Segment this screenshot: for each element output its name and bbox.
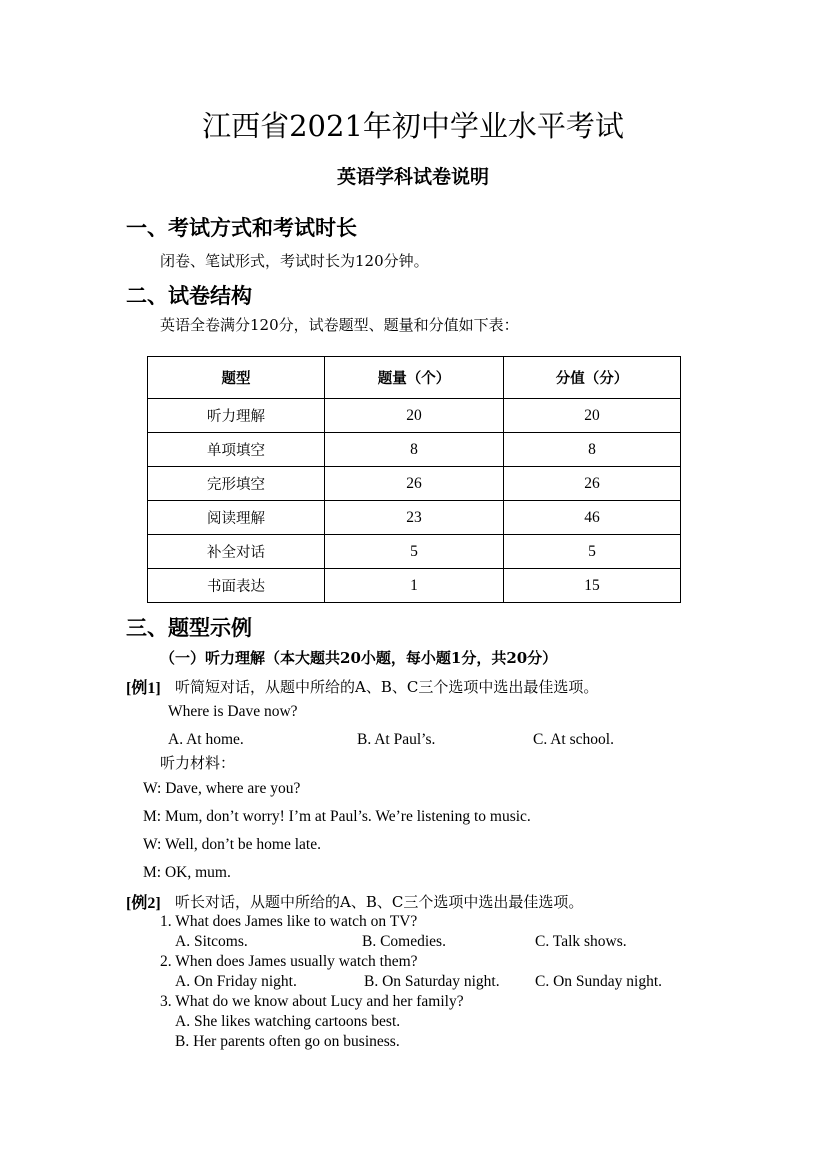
example1-instruction: 听简短对话，从题中所给的A、B、C三个选项中选出最佳选项。 bbox=[175, 678, 599, 696]
table-cell: 26 bbox=[504, 467, 681, 501]
example1-option-c: C. At school. bbox=[533, 731, 614, 748]
table-cell: 5 bbox=[504, 535, 681, 569]
example1-material-label: 听力材料： bbox=[160, 754, 236, 772]
table-row bbox=[148, 501, 681, 535]
q1-option-c: C. Talk shows. bbox=[535, 933, 627, 950]
table-cell: 20 bbox=[504, 399, 681, 433]
page-title: 江西省2021年初中学业水平考试 bbox=[202, 109, 624, 143]
table-cell: 完形填空 bbox=[148, 467, 325, 501]
section3-heading: 三、题型示例 bbox=[126, 616, 252, 640]
table-cell: 5 bbox=[325, 535, 504, 569]
section1-heading: 一、考试方式和考试时长 bbox=[126, 216, 357, 240]
q2-option-a: A. On Friday night. bbox=[175, 973, 297, 990]
q1-option-b: B. Comedies. bbox=[362, 933, 446, 950]
q1-option-a: A. Sitcoms. bbox=[175, 933, 248, 950]
example1-option-b: B. At Paul’s. bbox=[357, 731, 436, 748]
section2-heading: 二、试卷结构 bbox=[126, 284, 252, 308]
example2-question-1: 1. What does James like to watch on TV? bbox=[160, 913, 418, 930]
table-header-row bbox=[148, 357, 681, 399]
table-header: 题型 bbox=[148, 357, 325, 399]
q3-option-a: A. She likes watching cartoons best. bbox=[175, 1013, 401, 1030]
score-table bbox=[147, 356, 681, 603]
q2-option-b: B. On Saturday night. bbox=[364, 973, 500, 990]
q3-option-b: B. Her parents often go on business. bbox=[175, 1033, 400, 1050]
table-row bbox=[148, 467, 681, 501]
table-cell: 阅读理解 bbox=[148, 501, 325, 535]
section2-text: 英语全卷满分120分，试卷题型、题量和分值如下表： bbox=[160, 316, 519, 334]
example2-label: [例2] bbox=[126, 895, 161, 912]
dialogue-line: W: Dave, where are you? bbox=[143, 780, 301, 797]
table-cell: 补全对话 bbox=[148, 535, 325, 569]
table-row bbox=[148, 399, 681, 433]
table-cell: 20 bbox=[325, 399, 504, 433]
table-cell: 听力理解 bbox=[148, 399, 325, 433]
table-header: 分值（分） bbox=[504, 357, 681, 399]
table-cell: 15 bbox=[504, 569, 681, 603]
example1-option-a: A. At home. bbox=[168, 731, 244, 748]
dialogue-line: W: Well, don’t be home late. bbox=[143, 836, 321, 853]
section1-text: 闭卷、笔试形式，考试时长为120分钟。 bbox=[160, 252, 429, 270]
table-cell: 23 bbox=[325, 501, 504, 535]
table-cell: 26 bbox=[325, 467, 504, 501]
table-cell: 8 bbox=[325, 433, 504, 467]
example2-instruction: 听长对话，从题中所给的A、B、C三个选项中选出最佳选项。 bbox=[175, 893, 584, 911]
table-cell: 单项填空 bbox=[148, 433, 325, 467]
page-subtitle: 英语学科试卷说明 bbox=[336, 166, 489, 188]
example1-question: Where is Dave now? bbox=[168, 703, 298, 720]
table-header: 题量（个） bbox=[325, 357, 504, 399]
example1-label: [例1] bbox=[126, 680, 161, 697]
table-row bbox=[148, 569, 681, 603]
table-row bbox=[148, 433, 681, 467]
q2-option-c: C. On Sunday night. bbox=[535, 973, 663, 990]
table-cell: 8 bbox=[504, 433, 681, 467]
table-cell: 1 bbox=[325, 569, 504, 603]
dialogue-line: M: Mum, don’t worry! I’m at Paul’s. We’re listening to music. bbox=[143, 808, 531, 825]
table-cell: 书面表达 bbox=[148, 569, 325, 603]
table-row bbox=[148, 535, 681, 569]
table-cell: 46 bbox=[504, 501, 681, 535]
example2-question-3: 3. What do we know about Lucy and her family? bbox=[160, 993, 464, 1010]
example2-question-2: 2. When does James usually watch them? bbox=[160, 953, 418, 970]
section3-subheading: （一）听力理解（本大题共20小题，每小题1分，共20分） bbox=[160, 649, 558, 667]
dialogue-line: M: OK, mum. bbox=[143, 864, 231, 881]
